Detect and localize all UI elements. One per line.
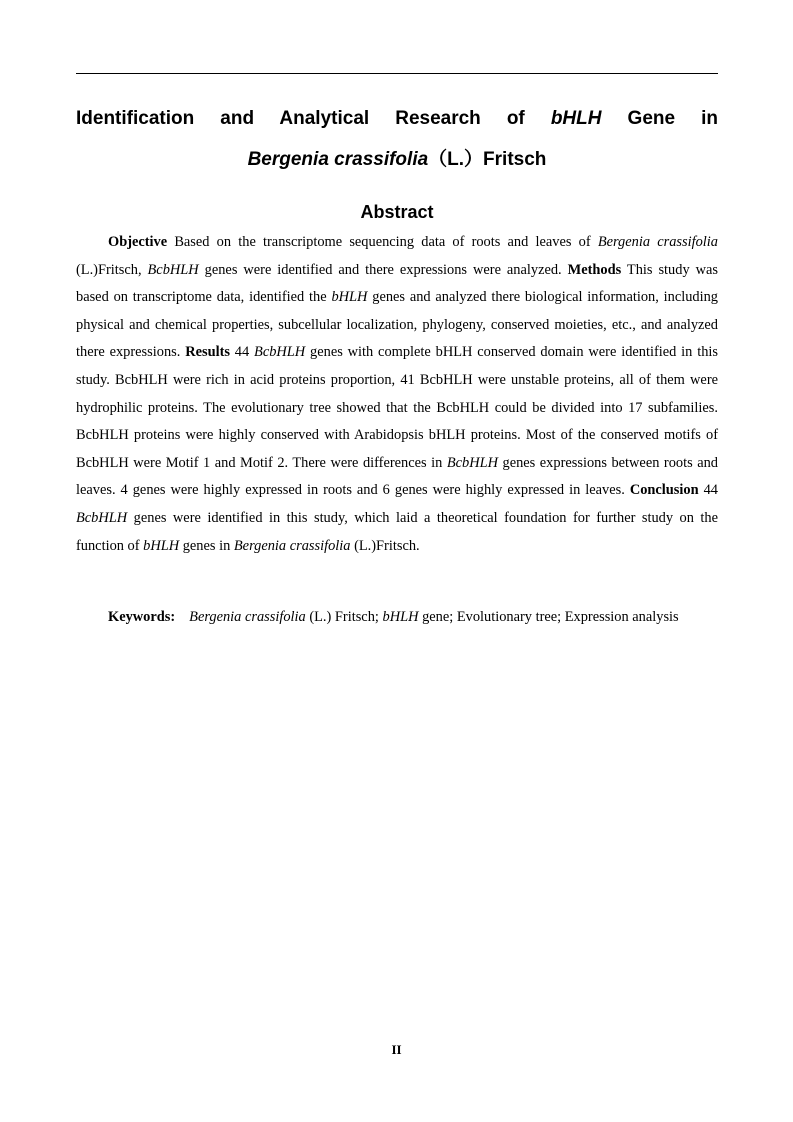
methods-label: Methods: [567, 261, 622, 278]
title-gene-name: bHLH: [550, 108, 602, 129]
abstract-text: genes and analyzed there biological information, including physical and chemical properties, subcellular localization, phylogeny, conserved moieties, etc., and analyzed there expressions.: [76, 289, 719, 361]
keywords-label: Keywords:: [108, 609, 176, 625]
gene-name: BcbHLH: [147, 261, 199, 278]
abstract-text: (L.)Fritsch.: [350, 537, 420, 554]
abstract-heading: Abstract: [360, 202, 434, 222]
keyword-gene: bHLH: [382, 609, 419, 625]
abstract-body: [76, 229, 718, 560]
gene-name: BcbHLH: [446, 454, 498, 471]
keyword-text: (L.) Fritsch;: [305, 609, 383, 625]
title-text: Gene in: [601, 108, 718, 129]
results-label: Results: [185, 344, 230, 361]
abstract-text: genes in: [179, 537, 234, 554]
abstract-text: 44: [229, 344, 255, 361]
title-text: （L.）Fritsch: [428, 149, 547, 170]
species-name: Bergenia crassifolia: [597, 234, 718, 250]
title-line-1: [76, 104, 718, 134]
header-rule: [76, 73, 718, 74]
abstract-text: (L.)Fritsch,: [76, 261, 148, 278]
conclusion-label: Conclusion: [629, 482, 699, 499]
species-name: Bergenia crassifolia: [233, 537, 351, 554]
gene-name: bHLH: [143, 537, 180, 554]
gene-name: BcbHLH: [76, 509, 128, 526]
abstract-text: genes expressions between roots and leaves. 4 genes were highly expressed in roots and 6 genes were highly expressed in leaves.: [76, 454, 718, 499]
page-number: II: [391, 1042, 402, 1057]
title-text: Identification and Analytical Research of: [76, 108, 551, 129]
abstract-text: This study was based on transcriptome data, identified the: [76, 261, 718, 306]
objective-label: Objective: [108, 234, 168, 250]
gene-name: BcbHLH: [254, 344, 306, 361]
gene-name: bHLH: [331, 289, 368, 306]
keyword-text: gene; Evolutionary tree; Expression analysis: [418, 609, 679, 625]
abstract-text: genes were identified and there expressions were analyzed.: [198, 261, 568, 278]
paper-title: [76, 104, 718, 175]
abstract-text: 44: [698, 482, 718, 499]
abstract-text: genes were identified in this study, which laid a theoretical foundation for further study on the function of: [76, 509, 718, 554]
abstract-text: genes with complete bHLH conserved domain were identified in this study. BcbHLH were rich in acid proteins proportion, 41 BcbHLH were unstable proteins, all of them were hydrophilic proteins. The evolutionary tree showed that the BcbHLH could be divided into 17 subfamilies. BcbHLH proteins were highly conserved with Arabidopsis bHLH proteins. Most of the conserved motifs of BcbHLH were Motif 1 and Motif 2. There were differences in: [76, 344, 718, 471]
keywords: [76, 603, 718, 631]
abstract-text: Based on the transcriptome sequencing data of roots and leaves of: [167, 234, 598, 250]
keyword-species: Bergenia crassifolia: [189, 609, 306, 625]
title-species-name: Bergenia crassifolia: [247, 149, 429, 170]
title-line-2: [76, 145, 718, 175]
